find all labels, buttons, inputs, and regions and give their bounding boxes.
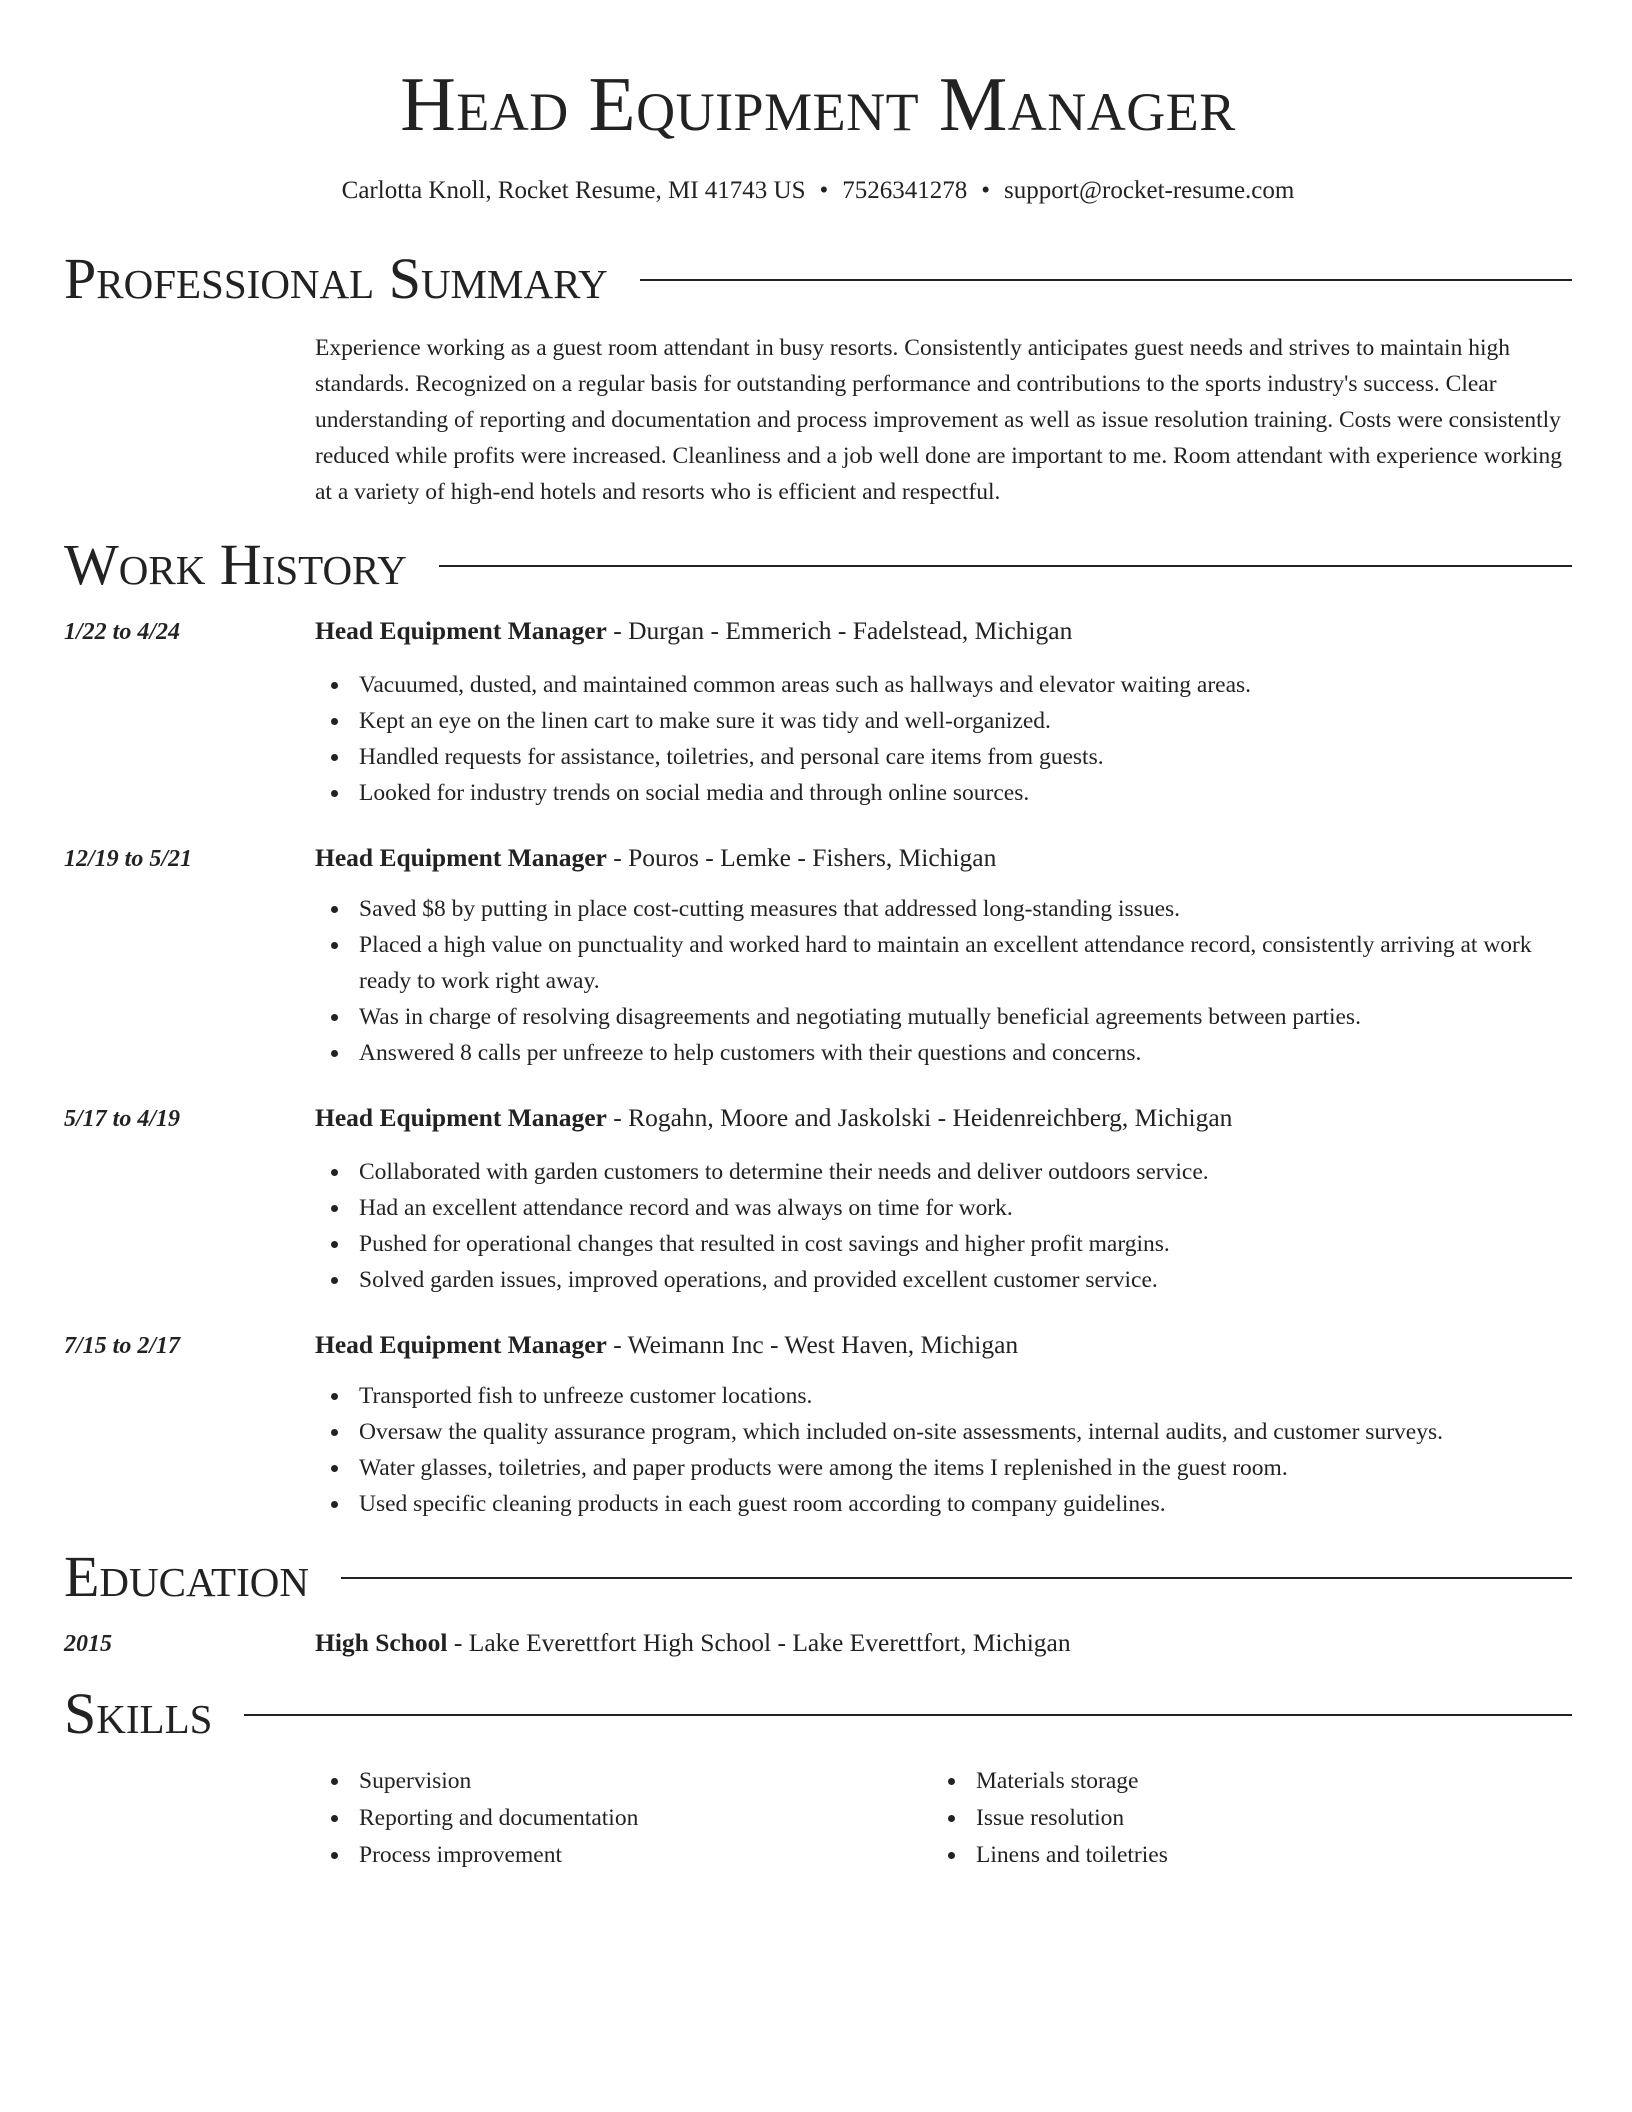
- job-line: [315, 843, 996, 874]
- job-employer: - Rogahn, Moore and Jaskolski - Heidenreichberg, Michigan: [606, 1103, 1233, 1133]
- job-header: [64, 1330, 1572, 1361]
- job-bullet: Solved garden issues, improved operations, and provided excellent customer service.: [315, 1262, 1572, 1298]
- job-title: Head Equipment Manager: [315, 842, 607, 872]
- job-bullets: [315, 891, 1572, 1071]
- contact-separator: •: [819, 177, 829, 204]
- skill-item: Issue resolution: [932, 1800, 1549, 1837]
- section-divider: [341, 1577, 1572, 1579]
- summary-text: Experience working as a guest room attendant in busy resorts. Consistently anticipates guest needs and strives to maintain high standards. Recognized on a regular basis for outstanding performance and contributions to the sports industry's success. Clear understanding of reporting and documentation and process improvement as well as issue resolution training. Costs were consistently reduced while profits were increased. Cleanliness and a job well done are important to me. Room attendant with experience working at a variety of high-end hotels and resorts who is efficient and respectful.: [315, 335, 1563, 505]
- section-divider: [244, 1714, 1572, 1716]
- education-heading-row: [64, 1544, 1572, 1610]
- job-line: [315, 616, 1072, 647]
- job-entry: [64, 1103, 1572, 1298]
- education-degree: High School: [315, 1628, 448, 1658]
- skill-item: Supervision: [315, 1763, 932, 1800]
- skill-item: Materials storage: [932, 1763, 1549, 1800]
- job-employer: - Pouros - Lemke - Fishers, Michigan: [606, 842, 997, 872]
- contact-line: [64, 176, 1572, 206]
- education-entry: [64, 1628, 1572, 1659]
- job-bullet: Water glasses, toiletries, and paper products were among the items I replenished in the guest room.: [315, 1450, 1572, 1486]
- job-dates: 7/15 to 2/17: [64, 1332, 181, 1359]
- job-entry: [64, 1330, 1572, 1523]
- job-title: Head Equipment Manager: [315, 616, 607, 645]
- summary-heading: Professional Summary: [64, 246, 608, 311]
- job-bullet: Kept an eye on the linen cart to make sure it was tidy and well-organized.: [315, 703, 1572, 739]
- job-bullet: Vacuumed, dusted, and maintained common areas such as hallways and elevator waiting areas.: [315, 667, 1572, 703]
- job-line: [315, 1330, 1018, 1361]
- education-school: - Lake Everettfort High School - Lake Everettfort, Michigan: [447, 1628, 1071, 1658]
- summary-heading-row: [64, 246, 1572, 311]
- job-bullet: Collaborated with garden customers to determine their needs and deliver outdoors service.: [315, 1154, 1572, 1190]
- job-dates: 12/19 to 5/21: [64, 845, 193, 872]
- job-bullet: Looked for industry trends on social media and through online sources.: [315, 775, 1572, 811]
- job-bullet: Placed a high value on punctuality and worked hard to maintain an excellent attendance record, consistently arriving at work ready to work right away.: [315, 927, 1572, 999]
- job-employer: - Durgan - Emmerich - Fadelstead, Michigan: [606, 616, 1073, 645]
- job-title: Head Equipment Manager: [315, 1103, 607, 1133]
- job-bullets: [315, 667, 1572, 811]
- job-entry: [64, 616, 1572, 811]
- education-year: 2015: [64, 1631, 112, 1658]
- job-entry: [64, 843, 1572, 1072]
- job-header: [64, 616, 1572, 647]
- job-bullet: Transported fish to unfreeze customer locations.: [315, 1378, 1572, 1414]
- job-header: [64, 1103, 1572, 1134]
- job-bullet: Answered 8 calls per unfreeze to help customers with their questions and concerns.: [315, 1035, 1572, 1071]
- job-line: [315, 1103, 1232, 1134]
- contact-phone: 7526341278: [842, 177, 968, 204]
- job-bullet: Oversaw the quality assurance program, which included on-site assessments, internal audits, and customer surveys.: [315, 1414, 1572, 1450]
- skill-item: Process improvement: [315, 1837, 932, 1874]
- job-dates: 5/17 to 4/19: [64, 1106, 181, 1133]
- skill-item: Reporting and documentation: [315, 1800, 932, 1837]
- education-line: [315, 1628, 1071, 1659]
- education-heading: Education: [64, 1544, 309, 1610]
- contact-separator: •: [981, 177, 991, 204]
- job-dates: 1/22 to 4/24: [64, 619, 181, 645]
- job-bullet: Handled requests for assistance, toiletries, and personal care items from guests.: [315, 739, 1572, 775]
- resume-page: [64, 0, 1572, 1874]
- skills-heading: Skills: [64, 1680, 213, 1746]
- skills-heading-row: [64, 1680, 1572, 1746]
- work-heading: Work History: [64, 532, 407, 597]
- job-employer: - Weimann Inc - West Haven, Michigan: [606, 1329, 1019, 1359]
- job-bullet: Was in charge of resolving disagreements and negotiating mutually beneficial agreements between parties.: [315, 999, 1572, 1035]
- job-bullet: Used specific cleaning products in each guest room according to company guidelines.: [315, 1486, 1572, 1522]
- job-bullets: [315, 1378, 1572, 1522]
- resume-title: Head Equipment Manager: [400, 61, 1236, 147]
- skills-list: [315, 1763, 1572, 1874]
- job-bullet: Pushed for operational changes that resulted in cost savings and higher profit margins.: [315, 1226, 1572, 1262]
- job-bullets: [315, 1154, 1572, 1298]
- section-divider: [640, 279, 1572, 281]
- skills-column-left: [315, 1763, 932, 1874]
- job-title: Head Equipment Manager: [315, 1329, 607, 1359]
- job-bullet: Saved $8 by putting in place cost-cutting measures that addressed long-standing issues.: [315, 891, 1572, 927]
- work-heading-row: [64, 532, 1572, 597]
- job-header: [64, 843, 1572, 874]
- skills-column-right: [932, 1763, 1549, 1874]
- job-bullet: Had an excellent attendance record and was always on time for work.: [315, 1190, 1572, 1226]
- contact-address: Carlotta Knoll, Rocket Resume, MI 41743 US: [341, 177, 806, 204]
- contact-email: support@rocket-resume.com: [1004, 177, 1295, 204]
- section-divider: [439, 565, 1572, 567]
- skill-item: Linens and toiletries: [932, 1837, 1549, 1874]
